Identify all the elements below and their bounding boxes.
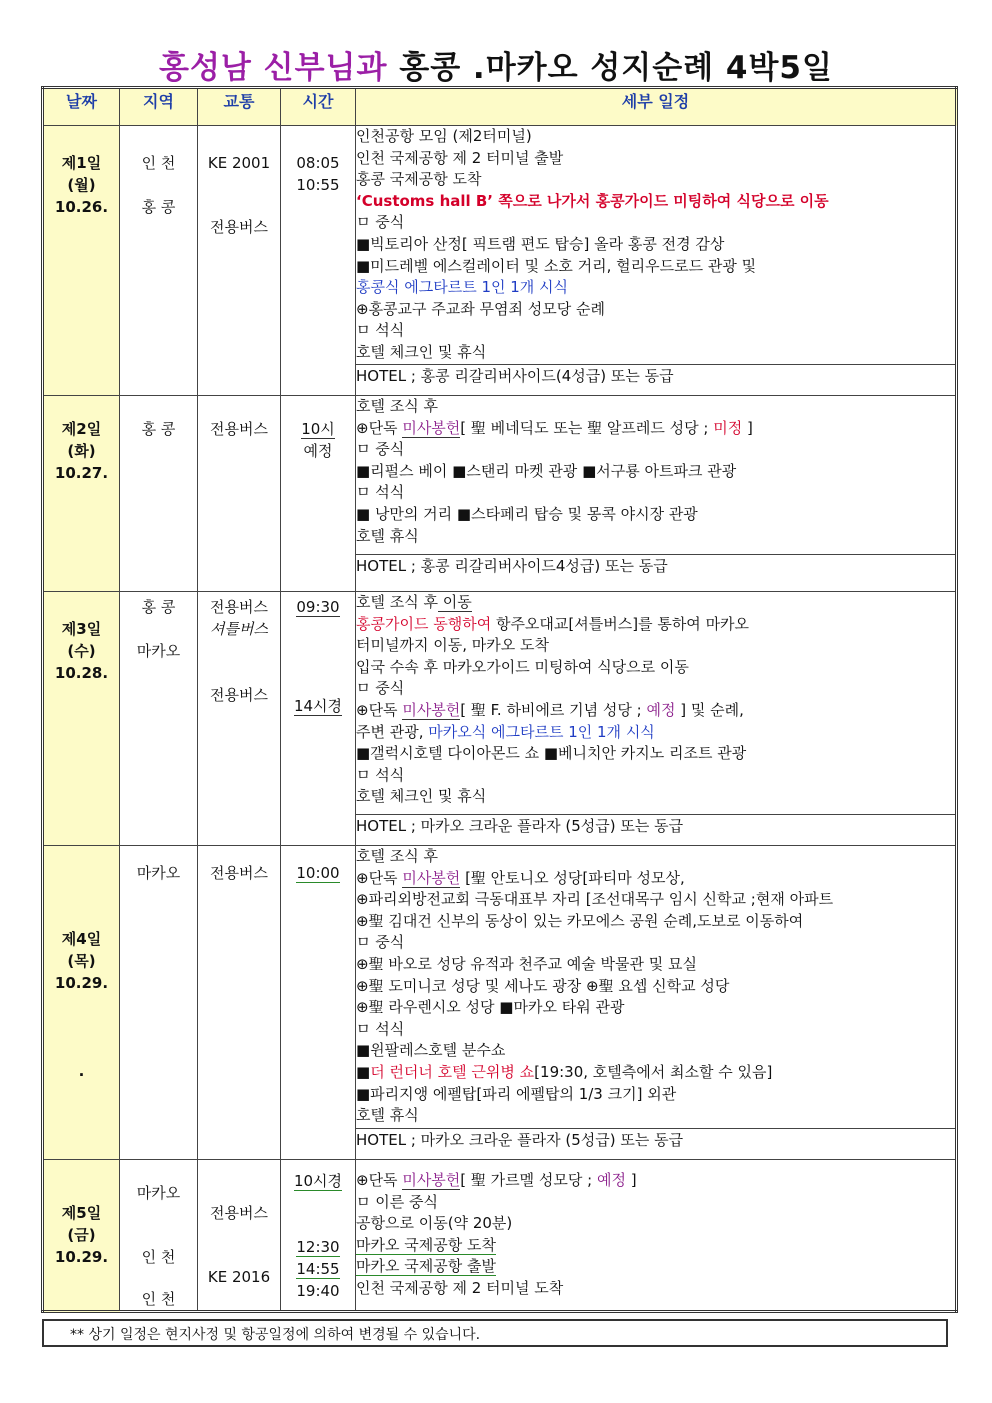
day-transport — [198, 126, 281, 396]
show-name: 더 런더너 호텔 근위병 쇼 — [370, 1062, 535, 1081]
day-details — [356, 396, 957, 555]
detail-text: 항주오대교[셔틀버스]를 통하여 마카오 — [491, 614, 750, 633]
time-value: 09:30 — [296, 598, 340, 616]
weekday: (화) — [67, 442, 96, 460]
status-text: 미정 — [713, 418, 743, 437]
day-row — [43, 592, 957, 815]
day-label: 제3일 — [61, 620, 102, 638]
detail-text: 이동 — [438, 593, 472, 611]
day-time — [281, 396, 356, 592]
time-gap — [281, 618, 355, 695]
region-name: 마카오 — [136, 864, 181, 882]
detail-line: ⊕홍콩교구 주교좌 무염죄 성모당 순례 — [356, 299, 605, 318]
detail-line: ㅁ 석식 — [356, 1019, 405, 1038]
detail-line: ■리펄스 베이 ■스탠리 마켓 관광 ■서구룡 아트파크 관광 — [356, 461, 737, 480]
bullet: ■ — [356, 1062, 371, 1081]
detail-line: ⊕聖 김대건 신부의 동상이 있는 카모에스 공원 순례,도보로 이동하여 — [356, 911, 804, 930]
header-details: 세부 일정 — [356, 88, 957, 126]
detail-line — [356, 868, 955, 890]
day-transport — [198, 396, 281, 592]
hotel-info: HOTEL ; 마카오 크라운 플라자 (5성급) 또는 동급 — [356, 1129, 957, 1160]
date-value: 10.28. — [54, 664, 109, 682]
time-value: 10시경 — [293, 1172, 343, 1190]
region-gap — [120, 1268, 197, 1288]
title-priest: 홍성남 신부님과 — [159, 50, 388, 86]
detail-line — [356, 614, 955, 636]
footer-note: ** 상기 일정은 현지사정 및 항공일정에 의하여 변경될 수 있습니다. — [42, 1319, 948, 1347]
detail-line: 인천 국제공항 제 2 터미널 출발 — [356, 148, 564, 167]
detail-line — [356, 418, 955, 440]
detail-line: ㅁ 이른 중식 — [356, 1192, 438, 1211]
church-name: [ 聖 F. 하비에르 기념 성당 ; — [460, 700, 647, 719]
mass-label: 미사봉헌 — [402, 1171, 461, 1189]
itinerary-table — [41, 86, 958, 1313]
transport-gap — [198, 174, 280, 216]
transport-gap — [198, 1224, 280, 1266]
day-label: 제1일 — [61, 154, 102, 172]
detail-line: ‘Customs hall B’ 쪽으로 나가서 홍콩가이드 미팅하여 식당으로 이동 — [356, 191, 829, 210]
detail-line: ⊕聖 도미니코 성당 및 세나도 광장 ⊕聖 요셉 신학교 성당 — [356, 976, 730, 995]
day-label: 제2일 — [61, 420, 102, 438]
detail-line: ⊕聖 바오로 성당 유적과 천주교 예술 박물관 및 묘실 — [356, 954, 698, 973]
detail-line: ■갤럭시호텔 다이아몬드 쇼 ■베니치안 카지노 리조트 관광 — [356, 744, 747, 763]
status-text: 예정 — [646, 700, 676, 719]
transport-mode: 전용버스 — [210, 218, 268, 236]
day-region — [120, 1160, 198, 1312]
page-title — [0, 42, 992, 87]
church-name: [聖 안토니오 성당[파티마 성모상, — [460, 868, 685, 887]
time-value: 10:00 — [296, 864, 340, 882]
hotel-info: HOTEL ; 마카오 크라운 플라자 (5성급) 또는 동급 — [356, 815, 957, 846]
day-transport — [198, 592, 281, 846]
mass-label: 미사봉헌 — [402, 868, 461, 887]
detail-line: 입국 수속 후 마카오가이드 미팅하여 식당으로 이동 — [356, 657, 689, 676]
status-text: 예정 — [596, 1171, 626, 1189]
detail-line — [356, 700, 955, 722]
bracket: ] — [742, 418, 753, 437]
time-gap — [281, 1192, 355, 1236]
detail-line — [356, 722, 955, 744]
mass-prefix: ⊕단독 — [356, 418, 403, 437]
dot-mark: . — [78, 1062, 85, 1080]
detail-line — [356, 592, 955, 614]
header-region: 지역 — [120, 88, 198, 126]
date-value: 10.29. — [54, 974, 109, 992]
transport-mode: 전용버스 — [210, 686, 268, 704]
church-name: [ 聖 베네딕도 또는 聖 알프레드 성당 ; — [460, 418, 714, 437]
day-date — [43, 396, 120, 592]
day-transport — [198, 1160, 281, 1312]
day-row — [43, 126, 957, 365]
detail-text: 호텔 조식 후 — [356, 593, 438, 611]
transport-mode: 전용버스 — [210, 598, 268, 616]
day-time — [281, 592, 356, 846]
region-name: 홍 콩 — [141, 198, 176, 216]
detail-line: ㅁ 중식 — [356, 440, 405, 459]
day-region — [120, 592, 198, 846]
region-name: 홍 콩 — [141, 598, 176, 616]
detail-line: ■ 낭만의 거리 ■스타페리 탑승 및 몽콕 야시장 관광 — [356, 504, 698, 523]
date-value: 10.29. — [54, 1248, 109, 1266]
detail-line: ■빅토리아 산정[ 픽트램 편도 탑승] 올라 홍콩 전경 감상 — [356, 234, 725, 253]
date-value: 10.27. — [54, 464, 109, 482]
guide-note: 홍콩가이드 동행하여 — [356, 614, 492, 633]
detail-text: 주변 관광, — [356, 722, 429, 741]
day-date — [43, 1160, 120, 1312]
detail-line — [356, 1062, 955, 1084]
weekday: (월) — [67, 176, 96, 194]
flight-number: KE 2016 — [207, 1268, 271, 1286]
detail-text: [19:30, 호텔측에서 최소할 수 있음] — [534, 1062, 773, 1081]
detail-line: ㅁ 석식 — [356, 765, 405, 784]
region-gap — [120, 174, 197, 196]
detail-line: 호텔 휴식 — [356, 1106, 419, 1125]
day-date — [43, 592, 120, 846]
day-label: 제5일 — [61, 1204, 102, 1222]
day-region — [120, 126, 198, 396]
detail-line: 호텔 체크인 및 휴식 — [356, 787, 487, 806]
time-value: 19:40 — [296, 1282, 340, 1300]
detail-line: ㅁ 중식 — [356, 933, 405, 952]
day-time — [281, 1160, 356, 1312]
header-transport: 교통 — [198, 88, 281, 126]
transport-mode: 전용버스 — [210, 864, 268, 882]
detail-line: 호텔 조식 후 — [356, 847, 438, 865]
hotel-info: HOTEL ; 홍콩 리갈리버사이드4성급) 또는 동급 — [356, 555, 957, 592]
day-details — [356, 126, 957, 365]
detail-line: 호텔 조식 후 — [356, 397, 438, 415]
day-date — [43, 846, 120, 1160]
day-time — [281, 846, 356, 1160]
mass-label: 미사봉헌 — [402, 418, 461, 437]
detail-line: 마카오 국제공항 도착 — [356, 1235, 496, 1254]
region-name: 마카오 — [136, 1184, 181, 1202]
time-value: 08:05 — [296, 154, 340, 172]
weekday: (금) — [67, 1226, 96, 1244]
region-name: 인 천 — [141, 154, 176, 172]
day-region — [120, 846, 198, 1160]
bracket: ] — [625, 1171, 637, 1189]
title-trip: 홍콩 .마카오 성지순례 4박5일 — [399, 50, 833, 86]
region-name: 홍 콩 — [141, 420, 176, 438]
detail-line: 마카오 국제공항 출발 — [356, 1257, 496, 1276]
day-date — [43, 126, 120, 396]
detail-text: ] 및 순례, — [675, 700, 744, 719]
mass-prefix: ⊕단독 — [356, 1171, 403, 1189]
region-name: 마카오 — [136, 642, 181, 660]
detail-line: 홍콩 국제공항 도착 — [356, 170, 482, 189]
detail-line: 홍콩식 에그타르트 1인 1개 시식 — [356, 278, 569, 297]
weekday: (목) — [67, 952, 96, 970]
detail-line: ■미드레벨 에스컬레이터 및 소호 거리, 헐리우드로드 관광 및 — [356, 256, 757, 275]
time-value: 12:30 — [296, 1238, 340, 1256]
date-value: 10.26. — [54, 198, 109, 216]
church-name: [ 聖 가르멜 성모당 ; — [460, 1171, 597, 1189]
detail-line: ■파리지앵 에펠탑[파리 에펠탑의 1/3 크기] 외관 — [356, 1084, 677, 1103]
header-row — [43, 88, 957, 126]
region-gap — [120, 1204, 197, 1246]
transport-mode: 셔틀버스 — [210, 620, 268, 638]
detail-line: 터미널까지 이동, 마카오 도착 — [356, 636, 549, 655]
time-note: 예정 — [303, 442, 333, 460]
day-transport — [198, 846, 281, 1160]
region-name: 인 천 — [141, 1290, 176, 1308]
detail-line: 호텔 체크인 및 휴식 — [356, 342, 487, 361]
day-time — [281, 126, 356, 396]
time-value: 14시경 — [293, 697, 343, 715]
region-name: 인 천 — [141, 1248, 176, 1266]
day-row — [43, 396, 957, 555]
detail-line: 인천 국제공항 제 2 터미널 도착 — [356, 1278, 564, 1297]
day-row — [43, 846, 957, 1129]
detail-line: ⊕聖 라우렌시오 성당 ■마카오 타워 관광 — [356, 998, 625, 1017]
time-value: 10시 — [301, 420, 335, 438]
detail-line: 공항으로 이동(약 20분) — [356, 1214, 513, 1233]
header-date: 날짜 — [43, 88, 120, 126]
day-label: 제4일 — [61, 930, 102, 948]
detail-line: ㅁ 중식 — [356, 213, 405, 232]
day-row — [43, 1160, 957, 1312]
detail-line: 호텔 휴식 — [356, 526, 419, 545]
time-value: 10:55 — [296, 176, 340, 194]
mass-prefix: ⊕단독 — [356, 868, 403, 887]
detail-line: ㅁ 석식 — [356, 321, 405, 340]
detail-line: 인천공항 모임 (제2터미널) — [356, 127, 532, 145]
day-details — [356, 592, 957, 815]
weekday: (수) — [67, 642, 96, 660]
transport-mode: 전용버스 — [210, 1204, 268, 1222]
flight-number: KE 2001 — [207, 154, 271, 172]
transport-mode: 전용버스 — [210, 420, 268, 438]
day-details — [356, 1160, 957, 1312]
time-value: 14:55 — [296, 1260, 340, 1278]
detail-line: ㅁ 중식 — [356, 679, 405, 698]
mass-prefix: ⊕단독 — [356, 700, 403, 719]
detail-line: ■윈팔레스호텔 분수쇼 — [356, 1041, 506, 1060]
detail-line: ⊕파리외방전교회 극동대표부 자리 [조선대목구 임시 신학교 ;현재 아파트 — [356, 890, 834, 909]
region-gap — [120, 618, 197, 640]
transport-gap — [198, 640, 280, 684]
hotel-info: HOTEL ; 홍콩 리갈리버사이드(4성급) 또는 동급 — [356, 365, 957, 396]
tasting-note: 마카오식 에그타르트 1인 1개 시식 — [428, 722, 655, 741]
detail-line: ㅁ 석식 — [356, 483, 405, 502]
mass-label: 미사봉헌 — [402, 700, 461, 719]
day-region — [120, 396, 198, 592]
detail-line — [356, 1170, 955, 1192]
header-time: 시간 — [281, 88, 356, 126]
day-details — [356, 846, 957, 1129]
